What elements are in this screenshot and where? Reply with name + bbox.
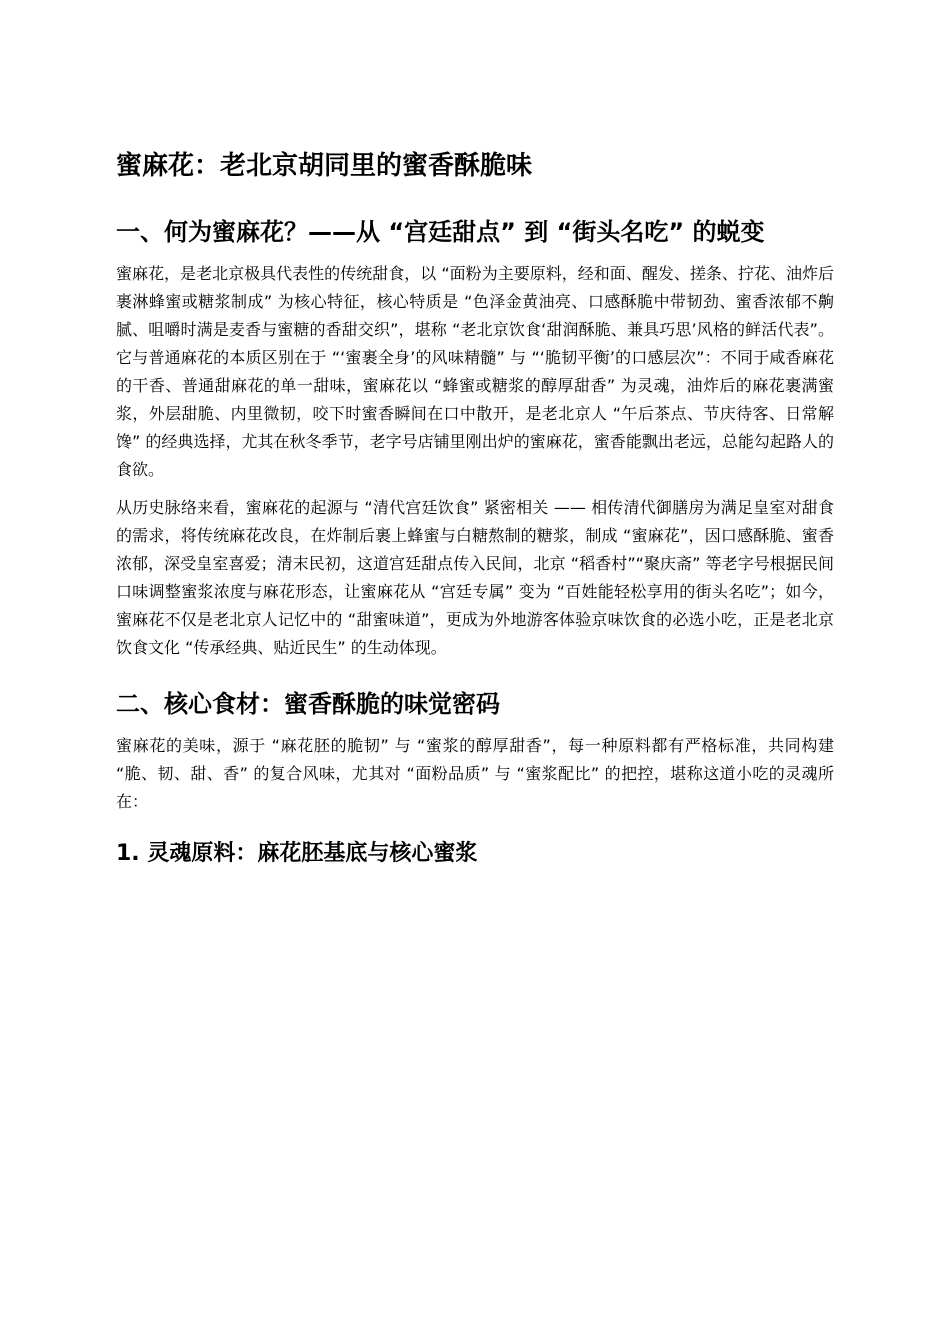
section2-paragraph-1: 蜜麻花的美味，源于 “麻花胚的脆韧” 与 “蜜浆的醇厚甜香”，每一种原料都有严格标准，共同构建 “脆、韧、甜、香” 的复合风味，尤其对 “面粉品质” 与 “蜜浆配比” 的把控，堪称这道小吃的灵魂所在： [116, 736, 834, 811]
section-2 [116, 684, 834, 872]
document-title: 蜜麻花：老北京胡同里的蜜香酥脆味 [116, 151, 533, 181]
section-heading-1: 一、何为蜜麻花？——从 “宫廷甜点” 到 “街头名吃” 的蜕变 [116, 218, 765, 246]
section-heading-2: 二、核心食材：蜜香酥脆的味觉密码 [116, 690, 500, 718]
document-content [116, 146, 834, 872]
subsection-heading-1: 1. 灵魂原料：麻花胚基底与核心蜜浆 [116, 841, 478, 866]
section1-paragraph-1: 蜜麻花，是老北京极具代表性的传统甜食，以 “面粉为主要原料，经和面、醒发、搓条、拧花、油炸后裹淋蜂蜜或糖浆制成” 为核心特征，核心特质是 “色泽金黄油亮、口感酥脆中带韧劲、蜜香浓郁不齁腻、咀嚼时满是麦香与蜜糖的香甜交织”，堪称 “老北京饮食‘甜润酥脆、兼具巧思’风格的鲜活代表”。它与普通麻花的本质区别在于 “‘蜜裹全身’的风味精髓” 与 “‘脆韧平衡’的口感层次”：不同于咸香麻花的干香、普通甜麻花的单一甜味，蜜麻花以 “蜂蜜或糖浆的醇厚甜香” 为灵魂，油炸后的麻花裹满蜜浆，外层甜脆、内里微韧，咬下时蜜香瞬间在口中散开，是老北京人 “午后茶点、节庆待客、日常解馋” 的经典选择，尤其在秋冬季节，老字号店铺里刚出炉的蜜麻花，蜜香能飘出老远，总能勾起路人的食欲。 [116, 264, 834, 479]
section1-paragraph-2: 从历史脉络来看，蜜麻花的起源与 “清代宫廷饮食” 紧密相关 —— 相传清代御膳房为满足皇室对甜食的需求，将传统麻花改良，在炸制后裹上蜂蜜与白糖熬制的糖浆，制成 “蜜麻花”，因口感酥脆、蜜香浓郁，深受皇室喜爱；清末民初，这道宫廷甜点传入民间，北京 “稻香村”“聚庆斋” 等老字号根据民间口味调整蜜浆浓度与麻花形态，让蜜麻花从 “宫廷专属” 变为 “百姓能轻松享用的街头名吃”；如今，蜜麻花不仅是老北京人记忆中的 “甜蜜味道”，更成为外地游客体验京味饮食的必选小吃，正是老北京饮食文化 “传承经典、贴近民生” 的生动体现。 [116, 498, 834, 657]
